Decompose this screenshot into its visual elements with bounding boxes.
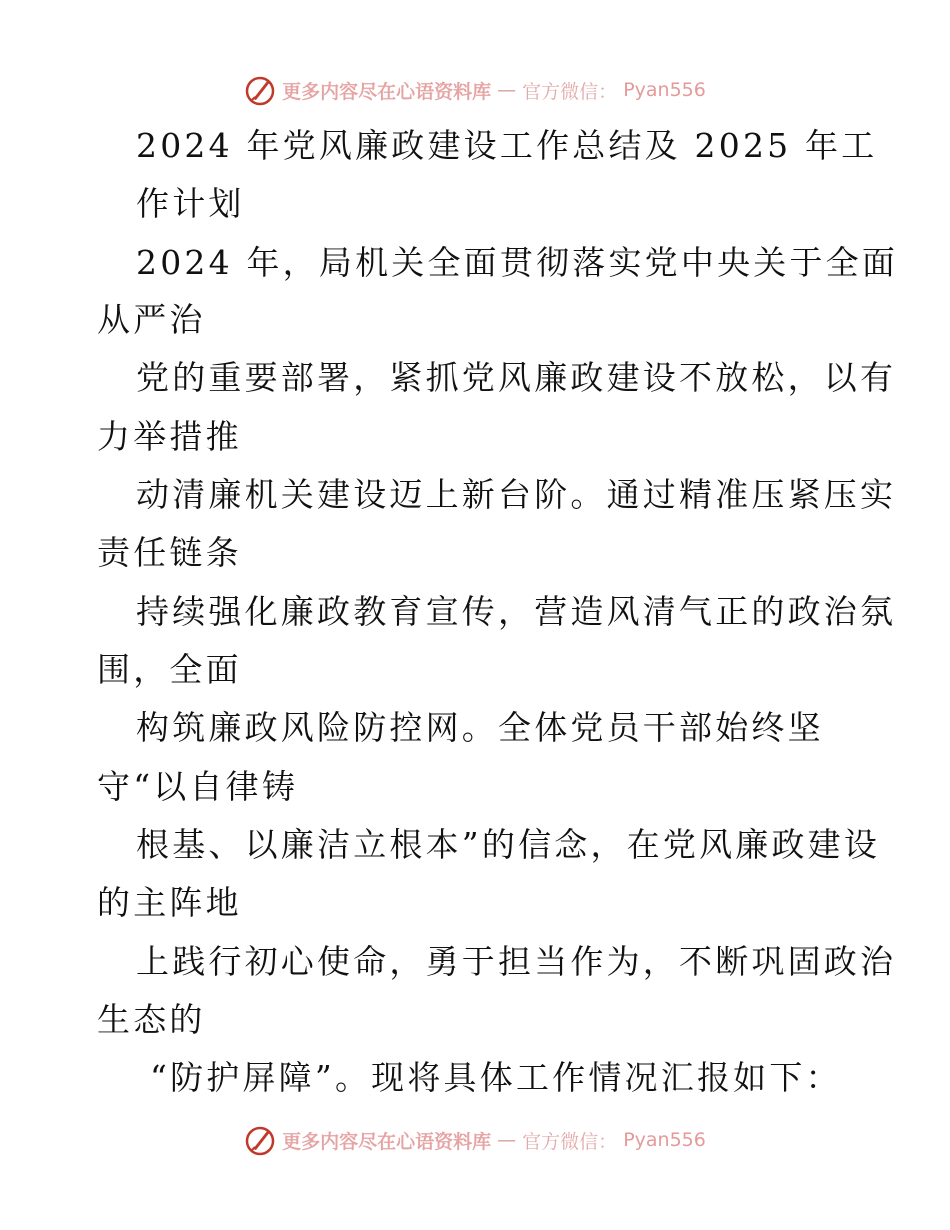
watermark-text: 更多内容尽在心语资料库 — [282, 1130, 492, 1153]
paragraph-line: 力举措推 — [97, 417, 242, 456]
paragraph-line: 2024 年，局机关全面贯彻落实党中央关于全面 — [136, 243, 899, 282]
paragraph-line: 根基、以廉洁立根本”的信念，在党风廉政建设 — [136, 825, 881, 864]
paragraph-line: “防护屏障”。现将具体工作情况汇报如下： — [150, 1058, 842, 1097]
watermark-wechat-label: 官方微信： — [522, 80, 618, 103]
paragraph-line: 的主阵地 — [97, 883, 242, 922]
watermark-header — [0, 70, 950, 110]
paragraph-line: 构筑廉政风险防控网。全体党员干部始终坚 — [136, 708, 824, 747]
quill-pen-circle-icon — [244, 1124, 276, 1156]
watermark-separator: — — [497, 1129, 517, 1151]
paragraph-line: 责任链条 — [97, 533, 242, 572]
watermark-wechat-id: Pyan556 — [623, 79, 706, 101]
paragraph-line: 从严治 — [97, 300, 206, 339]
watermark-wechat-id: Pyan556 — [623, 1129, 706, 1151]
paragraph-line: 动清廉机关建设迈上新台阶。通过精准压紧压实 — [136, 475, 897, 514]
document-title-line-1: 2024 年党风廉政建设工作总结及 2025 年工 — [136, 126, 878, 165]
paragraph-line: 持续强化廉政教育宣传，营造风清气正的政治氛 — [136, 592, 897, 631]
paragraph-line: 守“以自律铸 — [97, 767, 299, 806]
watermark-wechat-label: 官方微信： — [522, 1130, 618, 1153]
watermark-text: 更多内容尽在心语资料库 — [282, 80, 492, 103]
paragraph-line: 生态的 — [97, 1000, 206, 1039]
document-title-line-2: 作计划 — [136, 184, 245, 223]
paragraph-line: 围，全面 — [97, 650, 242, 689]
watermark-separator: — — [497, 79, 517, 101]
paragraph-line: 党的重要部署，紧抓党风廉政建设不放松，以有 — [136, 358, 897, 397]
watermark-footer — [0, 1120, 950, 1160]
paragraph-line: 上践行初心使命，勇于担当作为，不断巩固政治 — [136, 942, 897, 981]
quill-pen-circle-icon — [244, 74, 276, 106]
